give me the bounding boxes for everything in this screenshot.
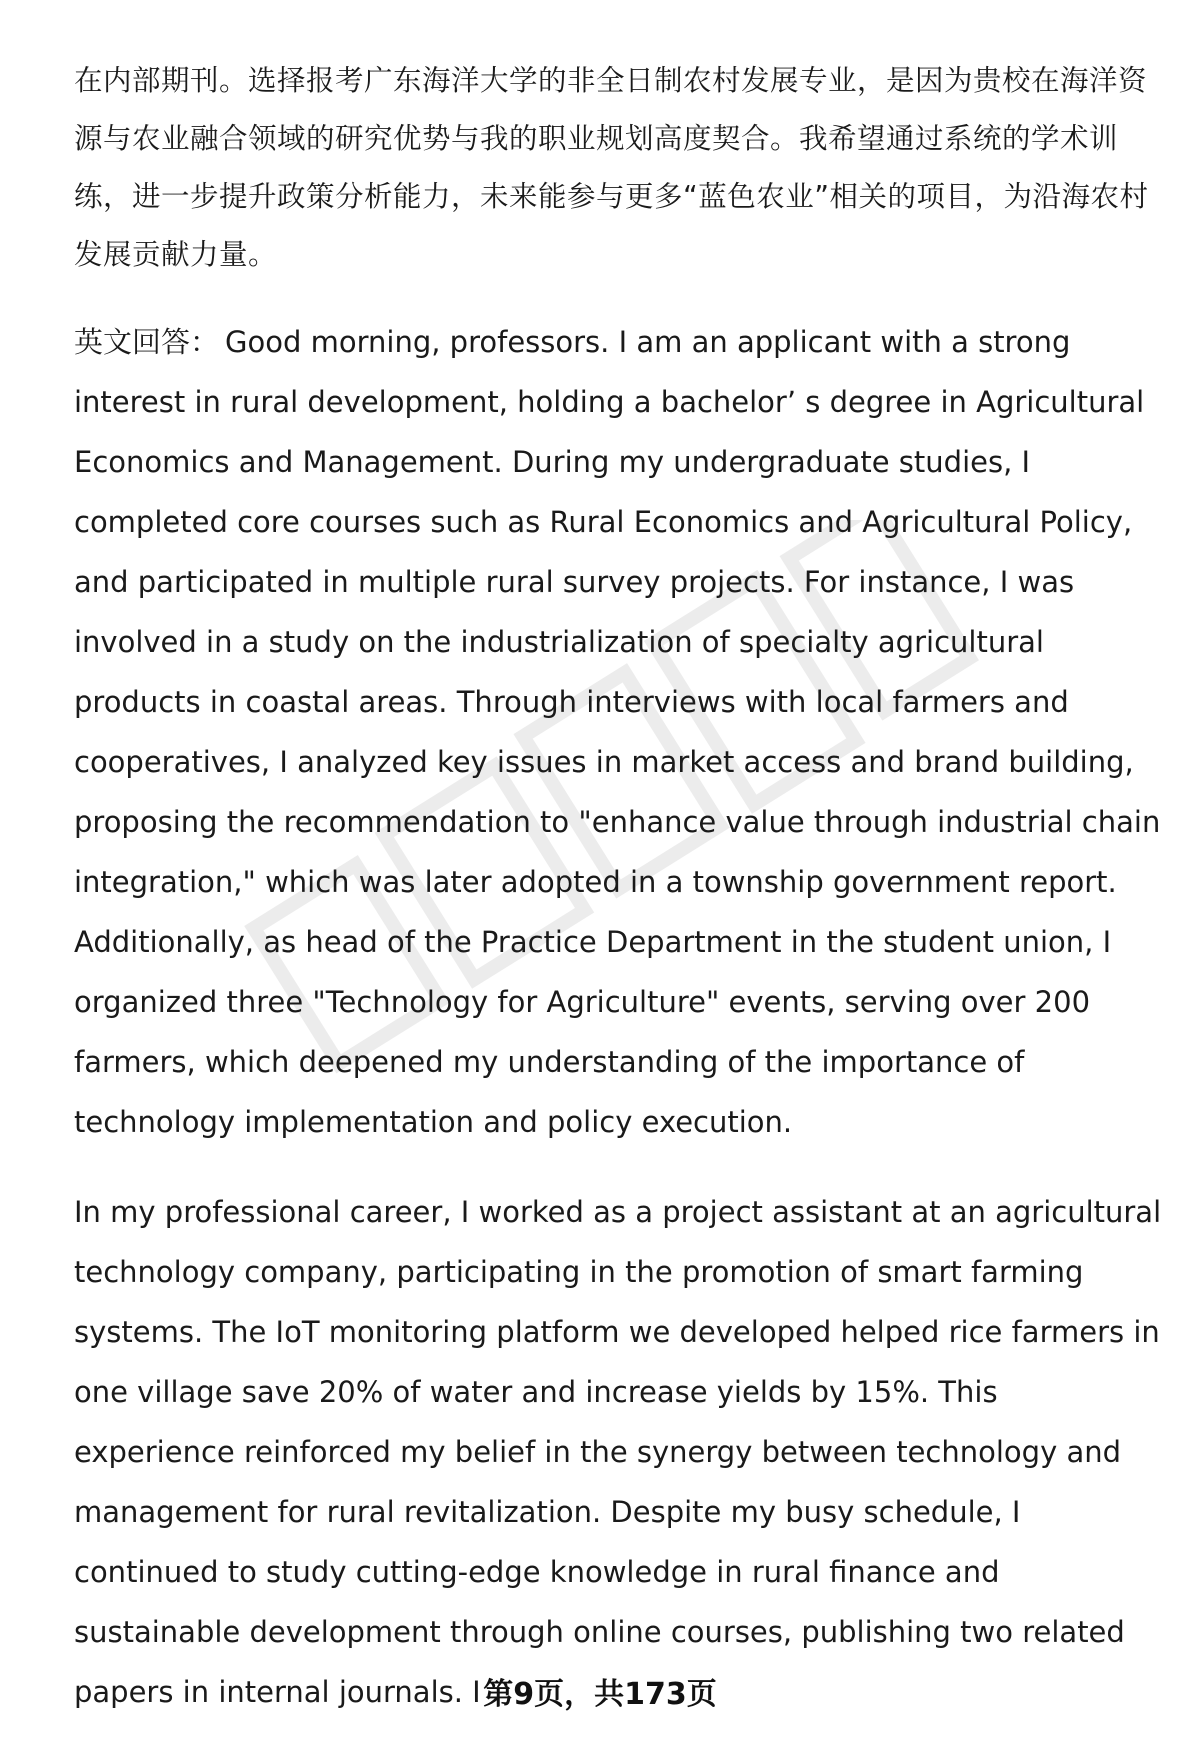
paragraph-chinese-intro: 在内部期刊。选择报考广东海洋大学的非全日制农村发展专业，是因为贵校在海洋资源与农业融合领域的研究优势与我的职业规划高度契合。我希望通过系统的学术训练，进一步提升政策分析能力，未来能参与更多“蓝色农业”相关的项目，为沿海农村发展贡献力量。 [74, 64, 1149, 271]
page-number-footer: 第9页，共173页 [483, 1677, 717, 1712]
paragraph-professional-career: In my professional career, I worked as a project assistant at an agricultural technology company, participating in the promotion of smart farming systems. The IoT monitoring platform we developed helped rice farmers in one village save 20% of water and increase yields by 15%. This experience reinforced my belief in the synergy between technology and management for rural revitalization. Despite my busy schedule, I continued to study cutting-edge knowledge in rural finance and sustainable development through online courses, publishing two related papers in internal journals. I [74, 1195, 1162, 1709]
paragraph-english-answer [74, 312, 1164, 1152]
document-body [74, 52, 1164, 1752]
english-answer-label: 英文回答： [74, 325, 220, 359]
english-answer-text: Good morning, professors. I am an applicant with a strong interest in rural development, holding a bachelor’ s degree in Agricultural Economics and Management. During my undergraduate studies, I completed core courses such as Rural Economics and Agricultural Policy, and participated in multiple rural survey projects. For instance, I was involved in a study on the industrialization of specialty agricultural products in coastal areas. Through interviews with local farmers and cooperatives, I analyzed key issues in market access and brand building, proposing the recommendation to "enhance value through industrial chain integration," which was later adopted in a township government report. Additionally, as head of the Practice Department in the student union, I organized three "Technology for Agriculture" events, serving over 200 farmers, which deepened my understanding of the importance of technology implementation and policy execution. [74, 325, 1161, 1139]
